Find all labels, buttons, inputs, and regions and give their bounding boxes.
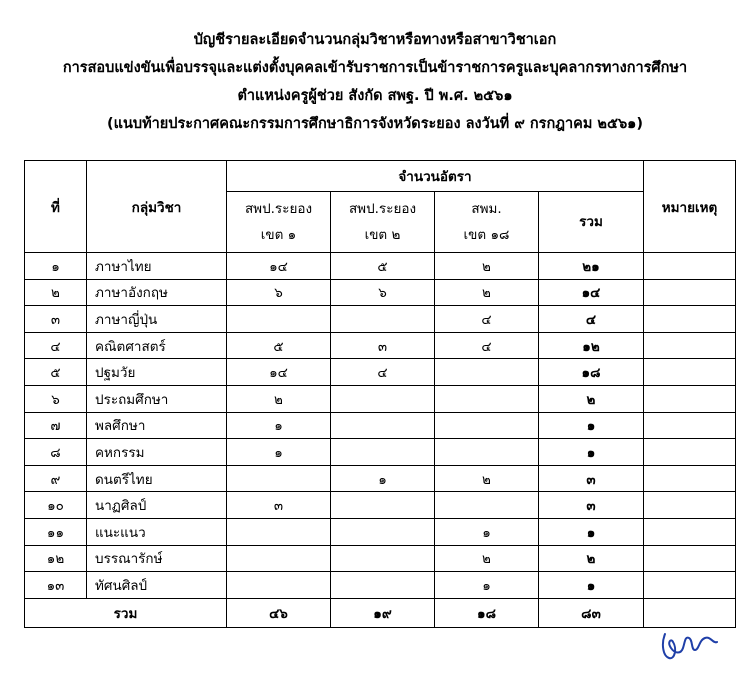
cell-spp1: ๑๔ [227, 253, 331, 280]
cell-spp1: ๑๔ [227, 359, 331, 386]
doc-title-line-2: การสอบแข่งขันเพื่อบรรจุและแต่งตั้งบุคคลเข้ารับราชการเป็นข้าราชการครูและบุคลากรทางการศึกษา [62, 60, 688, 76]
cell-no: ๑ [25, 253, 87, 280]
cell-no: ๙ [25, 465, 87, 492]
cell-spp1 [227, 465, 331, 492]
sum-label: รวม [25, 598, 227, 627]
cell-spp2 [331, 492, 435, 519]
signature-svg [655, 618, 725, 668]
cell-total: ๑๘ [539, 359, 644, 386]
cell-subject: ภาษาญี่ปุ่น [87, 306, 227, 333]
sum-total: ๘๓ [539, 598, 644, 627]
cell-subject: แนะแนว [87, 518, 227, 545]
sum-spp1: ๔๖ [227, 598, 331, 627]
cell-no: ๖ [25, 385, 87, 412]
cell-note [644, 518, 736, 545]
cell-spp2 [331, 385, 435, 412]
table-row [25, 572, 736, 599]
table-row [25, 385, 736, 412]
cell-spm [435, 359, 539, 386]
col-header-note: หมายเหตุ [644, 161, 736, 253]
cell-note [644, 359, 736, 386]
cell-note [644, 385, 736, 412]
cell-total: ๑ [539, 412, 644, 439]
cell-subject: ทัศนศิลป์ [87, 572, 227, 599]
cell-total: ๓ [539, 492, 644, 519]
cell-subject: ดนตรีไทย [87, 465, 227, 492]
cell-subject: ภาษาอังกฤษ [87, 279, 227, 306]
cell-no: ๘ [25, 439, 87, 466]
cell-total: ๒ [539, 545, 644, 572]
cell-spm [435, 439, 539, 466]
cell-note [644, 439, 736, 466]
col-header-spp1-a: สพป.ระยอง [244, 201, 313, 217]
cell-spm: ๒ [435, 545, 539, 572]
cell-spm: ๑ [435, 518, 539, 545]
table-row [25, 518, 736, 545]
cell-spm [435, 385, 539, 412]
cell-spp1: ๓ [227, 492, 331, 519]
sum-spp2: ๑๙ [331, 598, 435, 627]
cell-spp1 [227, 572, 331, 599]
col-header-no: ที่ [25, 161, 87, 253]
cell-note [644, 572, 736, 599]
table-row [25, 279, 736, 306]
cell-spp1: ๑ [227, 412, 331, 439]
cell-subject: ประถมศึกษา [87, 385, 227, 412]
col-header-spp1 [227, 192, 331, 253]
cell-subject: บรรณารักษ์ [87, 545, 227, 572]
cell-spp2 [331, 306, 435, 333]
cell-note [644, 332, 736, 359]
cell-spp2: ๕ [331, 253, 435, 280]
col-header-subject: กลุ่มวิชา [87, 161, 227, 253]
cell-subject: ภาษาไทย [87, 253, 227, 280]
cell-spp1 [227, 545, 331, 572]
doc-title-line-1: บัญชีรายละเอียดจำนวนกลุ่มวิชาหรือทางหรือสาขาวิชาเอก [193, 32, 557, 48]
cell-no: ๔ [25, 332, 87, 359]
col-header-spp2-a: สพป.ระยอง [348, 201, 417, 217]
cell-total: ๒๑ [539, 253, 644, 280]
cell-total: ๔ [539, 306, 644, 333]
table-row [25, 253, 736, 280]
cell-spm [435, 492, 539, 519]
handwritten-signature-icon [655, 618, 725, 668]
col-header-spm-a: สพม. [471, 201, 502, 217]
cell-no: ๑๑ [25, 518, 87, 545]
cell-spm: ๒ [435, 253, 539, 280]
cell-spp2 [331, 545, 435, 572]
cell-spp1: ๖ [227, 279, 331, 306]
cell-spp2 [331, 439, 435, 466]
cell-spm: ๒ [435, 465, 539, 492]
cell-spp2 [331, 572, 435, 599]
cell-spm: ๑ [435, 572, 539, 599]
cell-spp1 [227, 306, 331, 333]
cell-spp1: ๑ [227, 439, 331, 466]
cell-subject: พลศึกษา [87, 412, 227, 439]
table-row [25, 332, 736, 359]
table-row [25, 412, 736, 439]
cell-total: ๑ [539, 439, 644, 466]
cell-note [644, 306, 736, 333]
cell-total: ๓ [539, 465, 644, 492]
cell-spp2: ๖ [331, 279, 435, 306]
cell-spm: ๔ [435, 332, 539, 359]
col-header-spp2-b: เขต ๒ [364, 227, 401, 243]
cell-spm [435, 412, 539, 439]
col-header-spm-b: เขต ๑๘ [463, 227, 510, 243]
col-header-spp2 [331, 192, 435, 253]
cell-spp2: ๓ [331, 332, 435, 359]
cell-no: ๓ [25, 306, 87, 333]
cell-note [644, 545, 736, 572]
cell-note [644, 492, 736, 519]
cell-total: ๑ [539, 518, 644, 545]
col-header-count-group: จำนวนอัตรา [227, 161, 644, 192]
doc-title-line-4: (แนบท้ายประกาศคณะกรรมการศึกษาธิการจังหวัดระยอง ลงวันที่ ๙ กรกฎาคม ๒๕๖๑) [107, 116, 643, 132]
cell-spp1: ๕ [227, 332, 331, 359]
cell-note [644, 279, 736, 306]
table-row [25, 439, 736, 466]
cell-spp2: ๑ [331, 465, 435, 492]
sum-spm: ๑๘ [435, 598, 539, 627]
table-row [25, 359, 736, 386]
cell-spp1 [227, 518, 331, 545]
cell-total: ๑ [539, 572, 644, 599]
cell-no: ๑๓ [25, 572, 87, 599]
cell-no: ๒ [25, 279, 87, 306]
positions-table [24, 160, 736, 628]
col-header-spm [435, 192, 539, 253]
cell-no: ๕ [25, 359, 87, 386]
table-sum-row [25, 598, 736, 627]
cell-spp2 [331, 412, 435, 439]
cell-no: ๑๒ [25, 545, 87, 572]
cell-total: ๒ [539, 385, 644, 412]
cell-note [644, 253, 736, 280]
cell-spm: ๔ [435, 306, 539, 333]
cell-no: ๑๐ [25, 492, 87, 519]
cell-subject: ปฐมวัย [87, 359, 227, 386]
cell-subject: คหกรรม [87, 439, 227, 466]
cell-subject: คณิตศาสตร์ [87, 332, 227, 359]
cell-total: ๑๒ [539, 332, 644, 359]
cell-subject: นาฏศิลป์ [87, 492, 227, 519]
table-body [25, 253, 736, 628]
cell-spp2: ๔ [331, 359, 435, 386]
col-header-total: รวม [539, 192, 644, 253]
cell-no: ๗ [25, 412, 87, 439]
cell-spp2 [331, 518, 435, 545]
table-row [25, 306, 736, 333]
col-header-spp1-b: เขต ๑ [260, 227, 297, 243]
cell-spm: ๒ [435, 279, 539, 306]
cell-spp1: ๒ [227, 385, 331, 412]
table-row [25, 465, 736, 492]
table-row [25, 545, 736, 572]
table-row [25, 492, 736, 519]
doc-title-line-3: ตำแหน่งครูผู้ช่วย สังกัด สพฐ. ปี พ.ศ. ๒๕๖๑ [237, 88, 513, 104]
cell-total: ๑๔ [539, 279, 644, 306]
cell-note [644, 412, 736, 439]
cell-note [644, 465, 736, 492]
